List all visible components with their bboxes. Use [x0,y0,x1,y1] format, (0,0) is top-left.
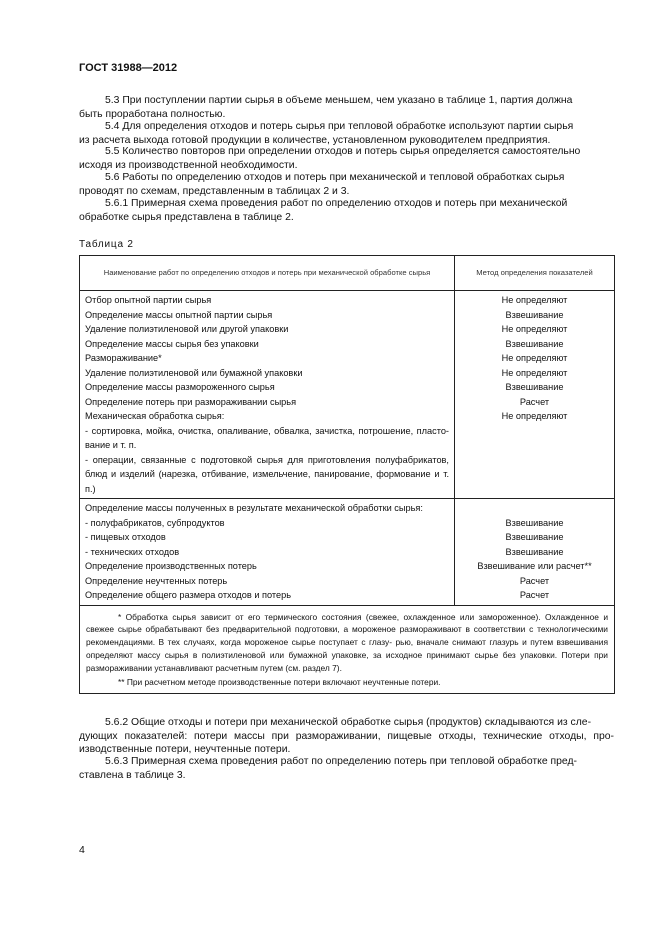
paragraph-5-5 [79,145,614,172]
method-cell [455,499,615,516]
table-row [80,395,615,410]
method-cell: Взвешивание [455,308,615,323]
paragraph-line: 5.6.2 Общие отходы и потери при механической обработке сырья (продуктов) складываются из сле- [105,717,592,728]
table-row [80,545,615,560]
method-cell [455,424,615,453]
work-cell: - технических отходов [80,545,455,560]
method-cell: Не определяют [455,366,615,381]
table-row [80,499,615,516]
method-cell: Взвешивание [455,380,615,395]
method-cell: Не определяют [455,293,615,308]
method-cell: Расчет [455,395,615,410]
paragraph-line: 5.6 Работы по определению отходов и потерь при механической и тепловой обработках сырья [105,172,565,183]
table-row [80,380,615,395]
method-cell: Взвешивание [455,530,615,545]
method-cell: Расчет [455,588,615,605]
table-notes-row [80,605,615,694]
paragraph-line: 5.6.3 Примерная схема проведения работ по определению потерь при тепловой обработке пред- [105,756,577,767]
paragraph-line: исходя из производственной необходимости. [79,159,298,171]
work-cell: Отбор опытной партии сырья [80,293,455,308]
work-cell: Определение массы опытной партии сырья [80,308,455,323]
table-row [80,530,615,545]
work-cell: - операции, связанные с подготовкой сырья для приготовления полуфабрикатов, блюд и изделий (нарезка, отбивание, измельчение, панирование, формование и т. п.) [80,453,455,499]
paragraph-line: дующих показателей: потери массы при размораживании, пищевые отходы, технические отходы, про- изводственные потери, неучтенные потери. [79,730,614,755]
method-cell: Расчет [455,574,615,589]
method-cell: Взвешивание [455,516,615,531]
table-2 [79,255,615,694]
work-cell: - полуфабрикатов, субпродуктов [80,516,455,531]
col-header-method: Метод определения показателей [455,256,615,291]
table-row [80,453,615,499]
paragraph-line: ставлена в таблице 3. [79,769,186,781]
table-row [80,293,615,308]
page-number: 4 [79,844,85,856]
work-cell: Удаление полиэтиленовой или другой упаковки [80,322,455,337]
table-header-row [80,256,615,291]
footnote-2: ** При расчетном методе производственные потери включают неучтенные потери. [118,677,441,688]
work-cell: Определение общего размера отходов и потерь [80,588,455,605]
work-cell: Определение массы полученных в результате механической обработки сырья: [80,499,455,516]
method-cell: Взвешивание или расчет** [455,559,615,574]
paragraph-line: обработке сырья представлена в таблице 2. [79,211,294,223]
paragraph-5-3 [79,94,614,121]
work-cell: Определение потерь при размораживании сырья [80,395,455,410]
paragraph-line: 5.3 При поступлении партии сырья в объеме меньшем, чем указано в таблице 1, партия должна [105,95,573,106]
work-cell: Механическая обработка сырья: [80,409,455,424]
table-row [80,322,615,337]
table-row [80,308,615,323]
paragraph-5-6-2 [79,716,614,757]
paragraph-line: 5.5 Количество повторов при определении отходов и потерь сырья определяется самостоятельно [105,146,581,157]
table-notes [80,605,615,694]
table-row [80,588,615,605]
paragraph-line: быть проработана полностью. [79,108,226,120]
document-header: ГОСТ 31988—2012 [79,62,178,74]
table-row [80,559,615,574]
method-cell: Взвешивание [455,545,615,560]
table-caption: Таблица 2 [79,239,134,250]
work-cell: - сортировка, мойка, очистка, опаливание, обвалка, зачистка, потрошение, пласто- вание и т. п. [80,424,455,453]
footnote-1: * Обработка сырья зависит от его термического состояния (свежее, охлажденное или замороженное). Охлажденное и свежее сырье обрабатывают без предварительной подготовки, а мороженое размораживают в соответствии с технологическими рекомендациями. В тех случаях, когда мороженое сырье поступает с глазу- рью, вначале снимают глазурь и путем взвешивания определяют массу сырья в полиэтиленовой или бумажной упаковке, за исходное принимают сырье без упаковки. Потери при размораживании устанавливают расчетным путем (см. раздел 7). [86,611,608,673]
method-cell: Взвешивание [455,337,615,352]
paragraph-line: из расчета выхода готовой продукции в количестве, установленном руководителем предприятия. [79,134,551,146]
col-header-work: Наименование работ по определению отходов и потерь при механической обработке сырья [80,256,455,291]
paragraph-5-6-3 [79,755,614,782]
paragraph-5-4 [79,120,614,147]
paragraph-5-6 [79,171,614,198]
table-row [80,351,615,366]
work-cell: Определение массы размороженного сырья [80,380,455,395]
paragraph-line: проводят по схемам, представленным в таблицах 2 и 3. [79,185,350,197]
paragraph-line: 5.6.1 Примерная схема проведения работ по определению отходов и потерь при механической [105,198,568,209]
method-cell: Не определяют [455,351,615,366]
table-row [80,574,615,589]
table-row [80,337,615,352]
work-cell: Определение неучтенных потерь [80,574,455,589]
table-row [80,516,615,531]
paragraph-line: 5.4 Для определения отходов и потерь сырья при тепловой обработке используют партии сырья [105,121,574,132]
paragraph-5-6-1 [79,197,614,224]
table-row [80,366,615,381]
work-cell: Размораживание* [80,351,455,366]
method-cell [455,453,615,499]
table-row [80,409,615,424]
work-cell: - пищевых отходов [80,530,455,545]
work-cell: Определение производственных потерь [80,559,455,574]
method-cell: Не определяют [455,409,615,424]
work-cell: Удаление полиэтиленовой или бумажной упаковки [80,366,455,381]
method-cell: Не определяют [455,322,615,337]
work-cell: Определение массы сырья без упаковки [80,337,455,352]
table-row [80,424,615,453]
